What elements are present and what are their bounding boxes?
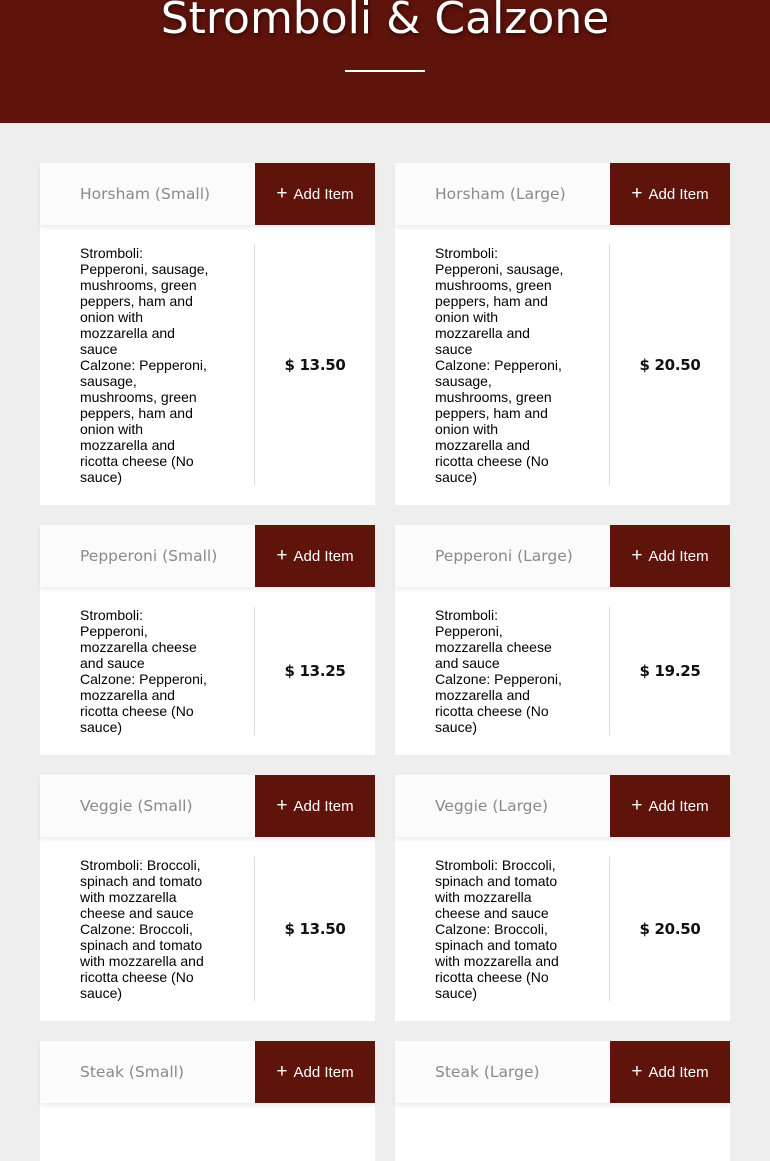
title-divider — [345, 70, 425, 72]
item-description — [80, 607, 255, 735]
menu-item-header — [40, 775, 375, 837]
item-name: Horsham (Large) — [435, 185, 566, 203]
add-item-button[interactable] — [610, 525, 730, 587]
plus-icon: + — [631, 544, 643, 566]
plus-icon: + — [276, 794, 288, 816]
add-item-label: Add Item — [293, 185, 354, 203]
item-price: $ 13.50 — [284, 920, 346, 938]
item-price: $ 20.50 — [639, 356, 701, 374]
menu-item-header — [40, 1041, 375, 1103]
add-item-label: Add Item — [293, 547, 354, 565]
plus-icon: + — [276, 1060, 288, 1082]
item-price: $ 19.25 — [639, 662, 701, 680]
item-description — [80, 245, 255, 485]
menu-item-body — [40, 587, 375, 755]
plus-icon: + — [631, 1060, 643, 1082]
item-description — [435, 245, 610, 485]
menu-item-card — [40, 525, 375, 755]
item-price: $ 20.50 — [639, 920, 701, 938]
menu-item-body — [395, 225, 730, 505]
menu-item-card — [40, 1041, 375, 1161]
add-item-button[interactable] — [610, 163, 730, 225]
menu-item-card — [40, 163, 375, 505]
calzone-description: Calzone: Pepperoni, sausage, mushrooms, green peppers, ham and onion with mozzarella and ricotta cheese (No sauce) — [435, 357, 562, 485]
item-price: $ 13.25 — [284, 662, 346, 680]
plus-icon: + — [631, 182, 643, 204]
page-header — [0, 0, 770, 123]
menu-item-body — [40, 225, 375, 505]
menu-item-header — [395, 163, 730, 225]
menu-item-body — [395, 587, 730, 755]
item-name: Steak (Large) — [435, 1063, 540, 1081]
stromboli-description: Stromboli: Pepperoni, sausage, mushrooms, green peppers, ham and onion with mozzarella and sauce — [435, 245, 564, 357]
add-item-button[interactable] — [610, 775, 730, 837]
item-description — [80, 857, 255, 1001]
menu-item-card — [395, 525, 730, 755]
item-price: $ 13.50 — [284, 356, 346, 374]
calzone-description: Calzone: Pepperoni, mozzarella and ricotta cheese (No sauce) — [435, 671, 562, 735]
menu-item-card — [40, 775, 375, 1021]
menu-item-card — [395, 775, 730, 1021]
item-name: Veggie (Large) — [435, 797, 549, 815]
add-item-label: Add Item — [648, 797, 709, 815]
item-name: Pepperoni (Small) — [80, 547, 218, 565]
calzone-description: Calzone: Broccoli, spinach and tomato with mozzarella and ricotta cheese (No sauce) — [80, 921, 204, 1001]
menu-item-header — [395, 775, 730, 837]
plus-icon: + — [276, 182, 288, 204]
stromboli-description: Stromboli: Broccoli, spinach and tomato with mozzarella cheese and sauce — [80, 857, 203, 921]
stromboli-description: Stromboli: Pepperoni, mozzarella cheese and sauce — [435, 607, 552, 671]
plus-icon: + — [276, 544, 288, 566]
add-item-button[interactable] — [255, 163, 375, 225]
add-item-label: Add Item — [648, 1063, 709, 1081]
menu-item-body — [40, 837, 375, 1021]
menu-item-card — [395, 163, 730, 505]
menu-item-header — [40, 525, 375, 587]
menu-item-body — [395, 837, 730, 1021]
calzone-description: Calzone: Broccoli, spinach and tomato with mozzarella and ricotta cheese (No sauce) — [435, 921, 559, 1001]
calzone-description: Calzone: Pepperoni, sausage, mushrooms, green peppers, ham and onion with mozzarella and ricotta cheese (No sauce) — [80, 357, 207, 485]
calzone-description: Calzone: Pepperoni, mozzarella and ricotta cheese (No sauce) — [80, 671, 207, 735]
add-item-button[interactable] — [610, 1041, 730, 1103]
menu-item-header — [395, 525, 730, 587]
item-name: Veggie (Small) — [80, 797, 193, 815]
page-title: Stromboli & Calzone — [160, 0, 610, 44]
add-item-button[interactable] — [255, 1041, 375, 1103]
item-description — [435, 857, 610, 1001]
item-name: Pepperoni (Large) — [435, 547, 573, 565]
stromboli-description: Stromboli: Broccoli, spinach and tomato with mozzarella cheese and sauce — [435, 857, 558, 921]
add-item-label: Add Item — [648, 547, 709, 565]
add-item-button[interactable] — [255, 525, 375, 587]
add-item-label: Add Item — [293, 1063, 354, 1081]
item-name: Horsham (Small) — [80, 185, 211, 203]
menu-item-header — [395, 1041, 730, 1103]
stromboli-description: Stromboli: Pepperoni, sausage, mushrooms, green peppers, ham and onion with mozzarella and sauce — [80, 245, 209, 357]
menu-item-card — [395, 1041, 730, 1161]
menu-item-header — [40, 163, 375, 225]
item-name: Steak (Small) — [80, 1063, 184, 1081]
add-item-button[interactable] — [255, 775, 375, 837]
stromboli-description: Stromboli: Pepperoni, mozzarella cheese and sauce — [80, 607, 197, 671]
item-description — [435, 607, 610, 735]
add-item-label: Add Item — [648, 185, 709, 203]
add-item-label: Add Item — [293, 797, 354, 815]
menu-grid — [0, 123, 770, 1097]
plus-icon: + — [631, 794, 643, 816]
